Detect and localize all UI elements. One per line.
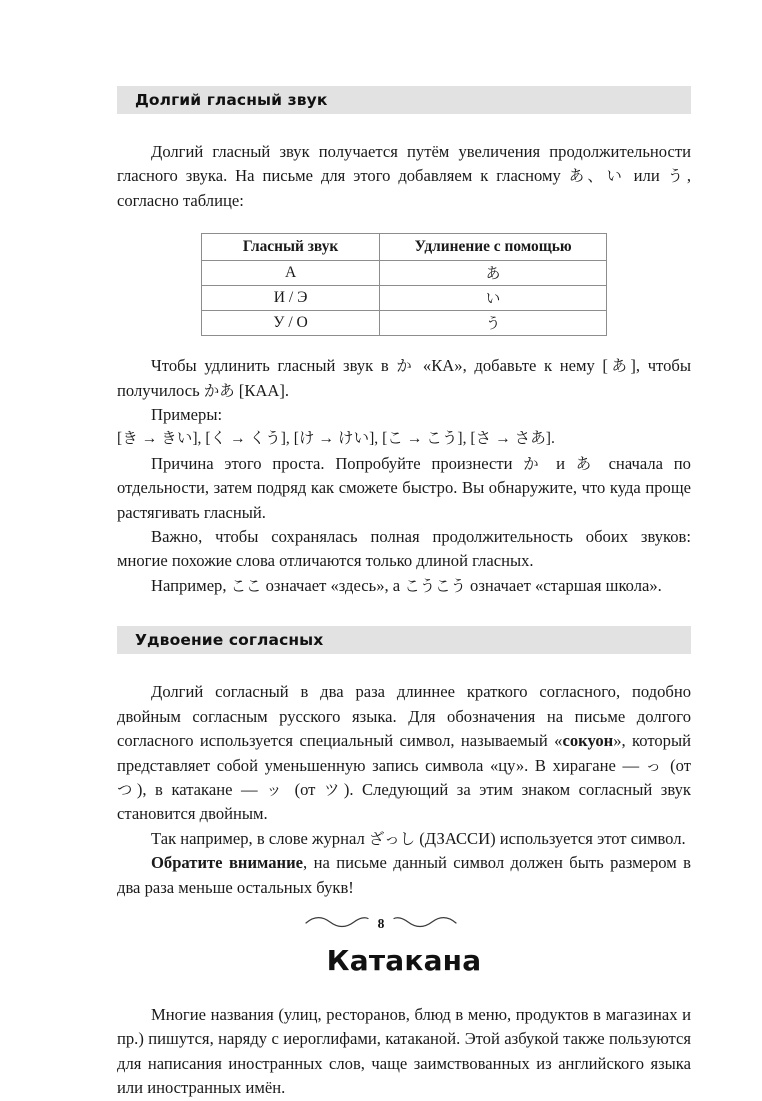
paragraph-ka-example	[117, 354, 691, 403]
jp-run-a: あ	[575, 454, 598, 473]
text-run: означает «здесь», а	[261, 575, 405, 595]
jp-run-ka: か	[396, 357, 416, 376]
table-row	[202, 311, 607, 336]
text-run: ], чтобы получилось	[117, 356, 691, 400]
cell-vowel: И / Э	[202, 286, 380, 311]
table-header-lengthener: Удлинение с помощью	[380, 234, 607, 261]
table-header-vowel: Гласный звук	[202, 234, 380, 261]
text-run: Долгий согласный в два раза длиннее краткого согласного, подобно двойным согласным русского языка. Для обозначения на письме долгого согласного используется специальный символ, называемый «	[117, 682, 691, 751]
paragraph-katakana-intro: Многие названия (улиц, ресторанов, блюд в меню, продуктов в магазинах и пр.) пишутся, наряду с иероглифами, катаканой. Этой азбукой также пользуются для написания иностранных слов, чаще заимствованных из английского языка или иностранных имён.	[117, 1004, 691, 1098]
vowel-table-container	[117, 233, 691, 336]
paragraph-attention-note	[117, 851, 691, 900]
text-run: ). Следующий за этим знаком согласный звук становится двойным.	[117, 779, 691, 824]
paragraph-reason	[117, 452, 691, 525]
text-run: Так например, в слове журнал	[151, 828, 369, 848]
section-header-long-vowel	[117, 86, 691, 114]
text-run: сначала по отдельности, затем подряд как сможете быстро. Вы обнаружите, что куда проще растягивать гласный.	[117, 453, 691, 522]
text-run: Долгий гласный звук получается путём увеличения продолжительности гласного звука. На письме для этого добавляем к гласному	[117, 142, 691, 186]
page-content	[117, 86, 691, 1101]
jp-run-kaa: かあ	[203, 381, 235, 400]
text-run: ), в катакане —	[136, 779, 267, 799]
examples-line: [き → きい], [く → くう], [け → けい], [こ → こう], [さ → さあ].	[117, 430, 555, 448]
jp-run-zasshi: ざっし	[368, 829, 416, 848]
page-footer	[0, 915, 762, 933]
squiggle-right-ornament-icon	[393, 915, 457, 933]
chapter-title-katakana: Катакана	[326, 943, 482, 977]
jp-run-ka: か	[523, 454, 546, 473]
jp-run-i: い	[606, 167, 626, 186]
text-run: Чтобы удлинить гласный звук в	[151, 356, 397, 376]
paragraph-long-vowel-intro	[117, 140, 691, 213]
paragraph-examples-label: Примеры:	[151, 405, 223, 425]
text-run: означает «старшая школа».	[465, 575, 662, 595]
jp-run-koko: ここ	[230, 576, 262, 595]
text-run: «КА», добавьте к нему [	[415, 356, 608, 376]
text-run: (от	[663, 755, 691, 775]
text-run: (ДЗАССИ) используется этот символ.	[415, 828, 686, 848]
text-run: и	[545, 453, 576, 473]
term-sokuon: сокуон	[562, 731, 614, 751]
squiggle-left-ornament-icon	[305, 915, 369, 933]
jp-run-u: う	[667, 167, 687, 186]
table-row	[202, 261, 607, 286]
jp-run-small-tsu-katakana: ッ	[266, 780, 286, 799]
section-title-text: Удвоение согласных	[135, 631, 324, 650]
jp-run-a: あ	[607, 357, 631, 376]
cell-vowel: У / О	[202, 311, 380, 336]
text-run: , на письме данный символ должен быть размером в два раза меньше остальных букв!	[117, 853, 691, 897]
paragraph-sokuon-definition	[117, 680, 691, 826]
vowel-lengthening-table	[201, 233, 607, 336]
text-run: , согласно таблице:	[117, 166, 691, 210]
cell-lengthener: う	[380, 311, 607, 336]
jp-run-tsu-katakana: ツ	[324, 780, 344, 799]
page-number: 8	[377, 916, 385, 932]
text-run: », который представляет собой уменьшенную запись символа «цу». В хирагане —	[117, 731, 691, 775]
section-header-double-consonant	[117, 626, 691, 654]
cell-lengthener: い	[380, 286, 607, 311]
table-row	[202, 286, 607, 311]
text-run: Причина этого проста. Попробуйте произнести	[151, 453, 524, 473]
text-run: (от	[286, 779, 324, 799]
jp-run-a-ten: あ、	[568, 167, 607, 186]
jp-run-koukou: こうこう	[404, 576, 466, 595]
attention-label: Обратите внимание	[151, 853, 304, 873]
cell-vowel: А	[202, 261, 380, 286]
text-run: Например,	[151, 575, 231, 595]
paragraph-zasshi-example	[117, 827, 691, 851]
paragraph-koko-example	[117, 574, 691, 598]
jp-run-small-tsu-hiragana: っ	[645, 756, 664, 775]
jp-run-tsu-hiragana: つ	[117, 780, 137, 799]
text-run: или	[625, 166, 668, 186]
text-run: [КАА].	[234, 380, 290, 400]
section-title-text: Долгий гласный звук	[135, 91, 328, 109]
paragraph-duration-note: Важно, чтобы сохранялась полная продолжительность обоих звуков: многие похожие слова отличаются только длиной гласных.	[117, 527, 691, 571]
table-header-row	[202, 234, 607, 261]
cell-lengthener: あ	[380, 261, 607, 286]
